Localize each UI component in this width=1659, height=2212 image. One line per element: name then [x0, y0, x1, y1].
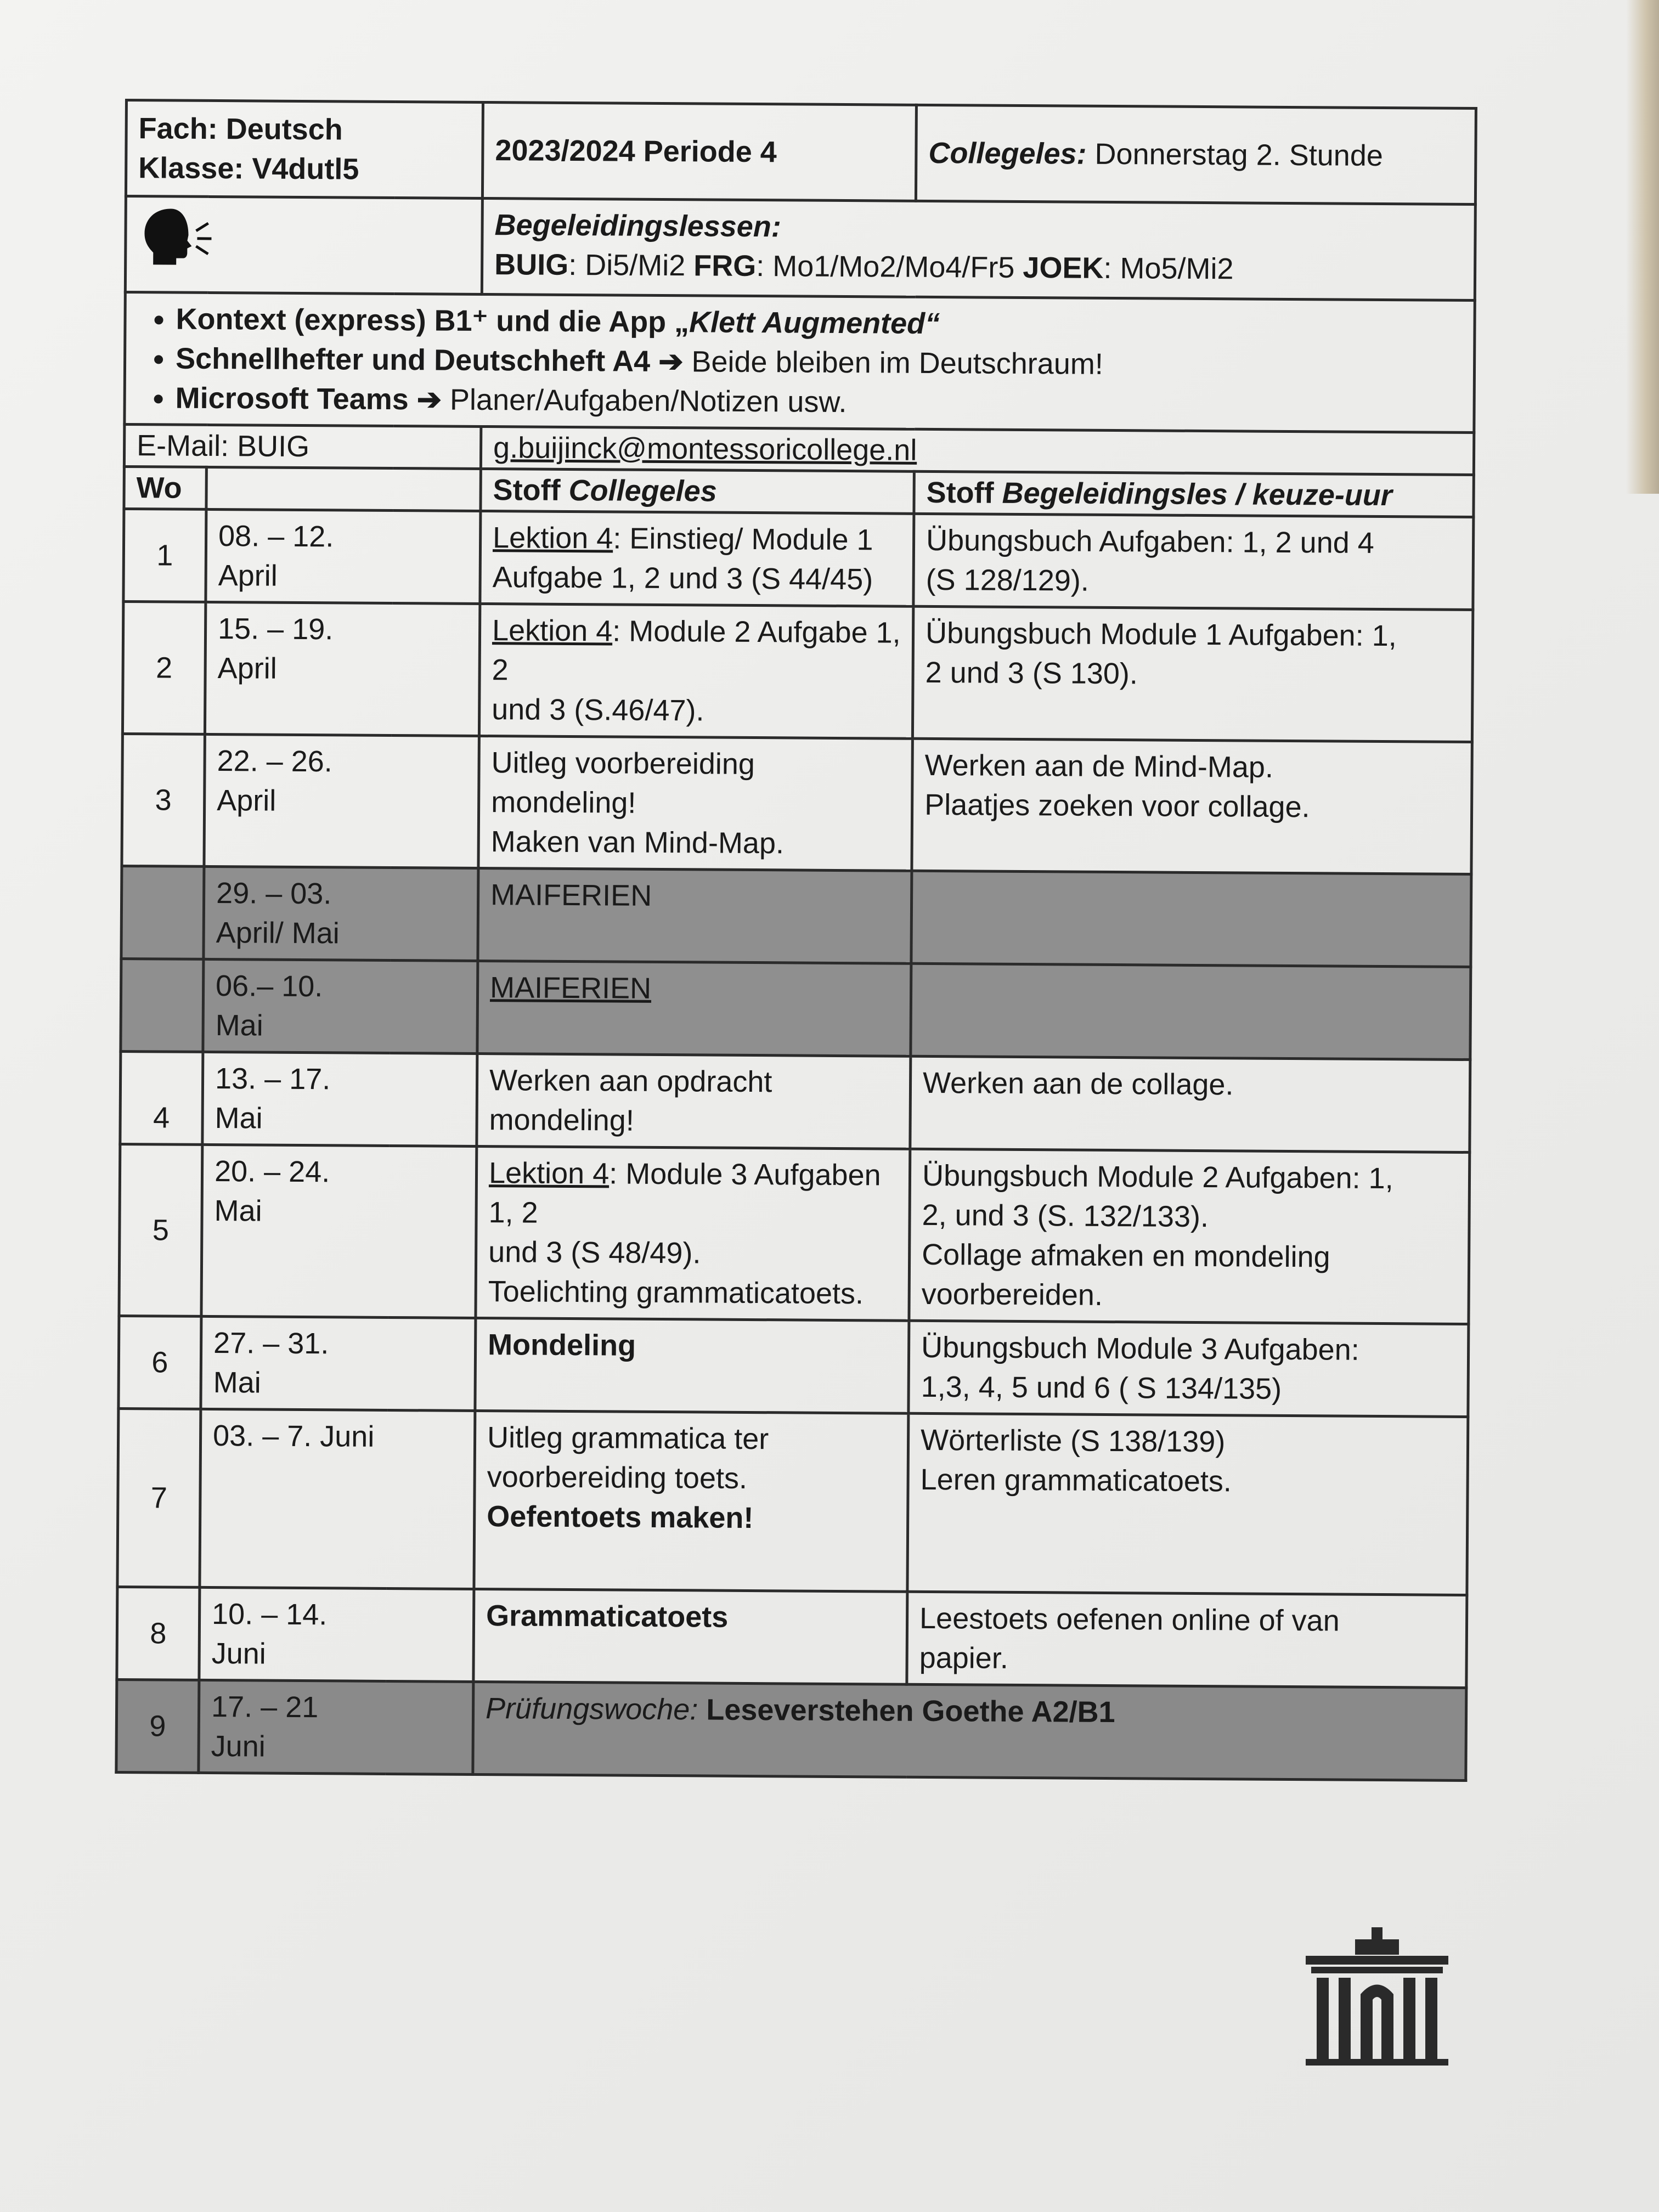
begl-line-1: Übungsbuch Module 3 Aufgaben: [921, 1330, 1359, 1367]
begeleiding-title: Begeleidingslessen: [494, 208, 781, 244]
collegeles-cell [916, 105, 1476, 204]
date-month: April [218, 559, 278, 592]
course-cell [126, 100, 483, 199]
stoff-line-2: Aufgabe 1, 2 und 3 (S 44/45) [492, 561, 873, 596]
joek-value: : Mo5/Mi2 [1103, 251, 1234, 286]
date-month: April [217, 652, 277, 685]
begl-cell [909, 1149, 1470, 1324]
table-row [122, 733, 1472, 874]
begl-line-2: Plaatjes zoeken voor collage. [924, 788, 1310, 824]
stoff-line-2: und 3 (S 48/49). [488, 1235, 701, 1270]
week-number: 7 [117, 1408, 201, 1587]
schedule-sheet [115, 99, 1475, 1782]
lektion-link: Lektion 4 [492, 614, 613, 648]
stoff-header-prefix: Stoff [493, 473, 569, 507]
date-cell [202, 1052, 477, 1146]
date-range: 06.– 10. [215, 969, 323, 1003]
email-row [124, 425, 1474, 475]
begl-cell [907, 1413, 1468, 1595]
begl-cell [913, 514, 1474, 610]
week-number: 3 [122, 733, 205, 866]
date-cell [205, 602, 479, 736]
week-number: 8 [117, 1587, 200, 1680]
date-range: 08. – 12. [218, 520, 334, 554]
info-item-1-text: Kontext (express) B1⁺ und die App „ [176, 302, 690, 339]
begl-line-1: Wörterliste (S 138/139) [920, 1423, 1226, 1459]
date-month: Mai [214, 1194, 262, 1228]
date-range: 22. – 26. [217, 744, 332, 778]
date-range: 20. – 24. [214, 1155, 330, 1189]
joek-label: JOEK [1023, 251, 1104, 285]
table-row [120, 1051, 1470, 1152]
stoff-line-3: Oefentoets maken! [487, 1500, 754, 1535]
speaker-cell [125, 196, 482, 295]
begeleiding-row [125, 196, 1475, 301]
begl-cell [911, 871, 1471, 967]
date-header [206, 467, 481, 511]
stoff-line-1: Uitleg grammatica ter [487, 1421, 769, 1456]
buig-value: : Di5/Mi2 [568, 248, 694, 283]
date-cell [199, 1680, 473, 1774]
date-month: Juni [211, 1730, 266, 1763]
lektion-link: Lektion 4 [492, 521, 613, 555]
begl-line-1: Werken aan de Mind-Map. [924, 748, 1274, 784]
stoff-header-italic: Collegeles [568, 473, 717, 508]
begl-line-2: 2, und 3 (S. 132/133). [922, 1198, 1209, 1234]
header-row [126, 100, 1476, 205]
week-number: 5 [119, 1144, 202, 1316]
begl-line-1: Übungsbuch Module 2 Aufgaben: 1, [922, 1159, 1393, 1195]
stoff-line-2: Maken van Mind-Map. [490, 825, 785, 860]
buig-label: BUIG [494, 248, 569, 281]
begeleiding-times [494, 245, 1463, 290]
begl-header-italic: Begeleidingsles / keuze-uur [1002, 476, 1392, 512]
period-cell: 2023/2024 Periode 4 [482, 102, 916, 201]
date-range: 27. – 31. [213, 1327, 329, 1361]
begl-line-4: voorbereiden. [921, 1277, 1103, 1312]
begl-line-3: Collage afmaken en mondeling [921, 1238, 1330, 1274]
begl-line-1: Übungsbuch Module 1 Aufgaben: 1, [925, 616, 1397, 653]
speaking-head-icon [138, 203, 215, 269]
stoff-cell [476, 1146, 910, 1321]
info-item-1-quote: “ [924, 307, 940, 341]
stoff-cell [479, 603, 913, 738]
date-cell [204, 734, 479, 868]
date-month: April/ Mai [216, 916, 340, 950]
begl-line-1: Übungsbuch Aufgaben: 1, 2 und 4 [926, 523, 1374, 560]
table-row [119, 1316, 1469, 1417]
info-item-3-rest: Planer/Aufgaben/Notizen usw. [441, 383, 847, 419]
stoff-line-1: : Module 3 Aufgaben 1, 2 [488, 1157, 881, 1229]
week-number: 6 [119, 1316, 201, 1409]
desk-edge [1626, 0, 1659, 494]
begl-cell [909, 1321, 1469, 1417]
begl-header-prefix: Stoff [926, 476, 1002, 510]
column-header-row [124, 467, 1474, 517]
table-row [119, 1144, 1470, 1324]
klasse-label: Klasse: V4dutl5 [138, 151, 359, 186]
date-range: 15. – 19. [217, 612, 334, 646]
stoff-cell: MAIFERIEN [478, 868, 912, 963]
stoff-cell [480, 511, 914, 606]
stoff-cell: Werken aan opdracht mondeling! [477, 1053, 911, 1149]
table-row [117, 1587, 1467, 1688]
table-row-holiday [121, 866, 1471, 967]
begl-cell [911, 963, 1471, 1059]
stoff-cell [478, 736, 912, 871]
begeleiding-cell [482, 198, 1475, 300]
date-month: Mai [215, 1102, 263, 1135]
email-label: E-Mail: BUIG [124, 425, 481, 469]
begl-line-2: papier. [919, 1641, 1009, 1675]
table-row [123, 509, 1474, 610]
info-item-3-bold: Microsoft Teams ➔ [175, 381, 442, 416]
date-range: 13. – 17. [215, 1062, 331, 1096]
begl-line-1: Leestoets oefenen online of van [919, 1601, 1340, 1638]
lektion-link: Lektion 4 [488, 1156, 610, 1190]
table-row-holiday [121, 958, 1471, 1059]
date-range: 03. – 7. Juni [212, 1419, 375, 1453]
date-month: Juni [211, 1637, 266, 1671]
begl-cell [912, 738, 1472, 874]
info-list [137, 299, 1462, 426]
stoff-header [481, 469, 914, 514]
info-cell [125, 292, 1475, 433]
week-number: 2 [122, 601, 205, 734]
info-item-3 [175, 379, 1462, 426]
date-range: 17. – 21 [211, 1690, 319, 1724]
date-cell [199, 1587, 474, 1681]
week-number: 1 [123, 509, 206, 602]
exam-title: Leseverstehen Goethe A2/B1 [698, 1693, 1115, 1729]
date-cell [201, 1144, 477, 1318]
date-month: April [217, 784, 276, 817]
frg-label: FRG [693, 249, 757, 283]
stoff-line-2: voorbereiding toets. [487, 1460, 748, 1495]
stoff-cell: Grammaticatoets [473, 1589, 907, 1684]
info-item-2-bold: Schnellhefter und Deutschheft A4 ➔ [175, 342, 684, 379]
date-month: Mai [213, 1366, 261, 1400]
begl-line-2: (S 128/129). [926, 563, 1090, 597]
brandenburg-gate-logo-icon [1295, 1923, 1459, 2071]
frg-value: : Mo1/Mo2/Mo4/Fr5 [756, 250, 1023, 285]
begl-cell: Werken aan de collage. [910, 1056, 1470, 1152]
date-cell [204, 866, 478, 961]
stoff-line-3: Toelichting grammaticatoets. [488, 1275, 864, 1311]
stoff-cell [474, 1410, 909, 1592]
exam-label: Prüfungswoche: [485, 1692, 698, 1726]
info-item-1-app: Klett Augmented [689, 306, 926, 340]
date-cell [201, 1316, 476, 1410]
begl-header [914, 471, 1474, 517]
info-item-2-rest: Beide bleiben im Deutschraum! [683, 345, 1104, 381]
begl-cell [912, 606, 1472, 742]
date-cell [206, 509, 481, 603]
collegeles-value: Donnerstag 2. Stunde [1086, 137, 1384, 173]
stoff-line-1: : Module 2 Aufgabe 1, 2 [492, 614, 901, 687]
date-month: Mai [215, 1009, 263, 1042]
email-link[interactable]: g.buijinck@montessoricollege.nl [481, 426, 1474, 475]
table-row-exam [116, 1679, 1466, 1780]
stoff-cell: Mondeling [475, 1318, 909, 1413]
begl-line-2: Leren grammaticatoets. [920, 1463, 1232, 1498]
begl-line-2: 2 und 3 (S 130). [925, 656, 1138, 691]
date-cell [203, 959, 478, 1053]
wo-header: Wo [124, 467, 206, 510]
week-number: 4 [120, 1051, 203, 1144]
begl-cell [907, 1592, 1467, 1688]
week-number [121, 958, 204, 1052]
table-row [122, 601, 1472, 742]
stoff-cell: MAIFERIEN [477, 961, 911, 1056]
stoff-line-1: : Einstieg/ Module 1 [613, 522, 873, 557]
table-row [117, 1408, 1468, 1595]
collegeles-label: Collegeles: [928, 136, 1087, 171]
stoff-line-2: und 3 (S.46/47). [492, 693, 704, 727]
date-cell [200, 1409, 475, 1589]
exam-cell [473, 1681, 1466, 1780]
date-range: 10. – 14. [211, 1598, 328, 1632]
info-row [125, 292, 1475, 433]
date-range: 29. – 03. [216, 877, 332, 911]
fach-label: Fach: Deutsch [138, 112, 343, 146]
begl-line-2: 1,3, 4, 5 und 6 ( S 134/135) [921, 1370, 1282, 1406]
schedule-table [115, 99, 1477, 1782]
week-number: 9 [116, 1679, 199, 1773]
week-number [121, 866, 204, 959]
stoff-line-1: Uitleg voorbereiding mondeling! [491, 746, 755, 820]
